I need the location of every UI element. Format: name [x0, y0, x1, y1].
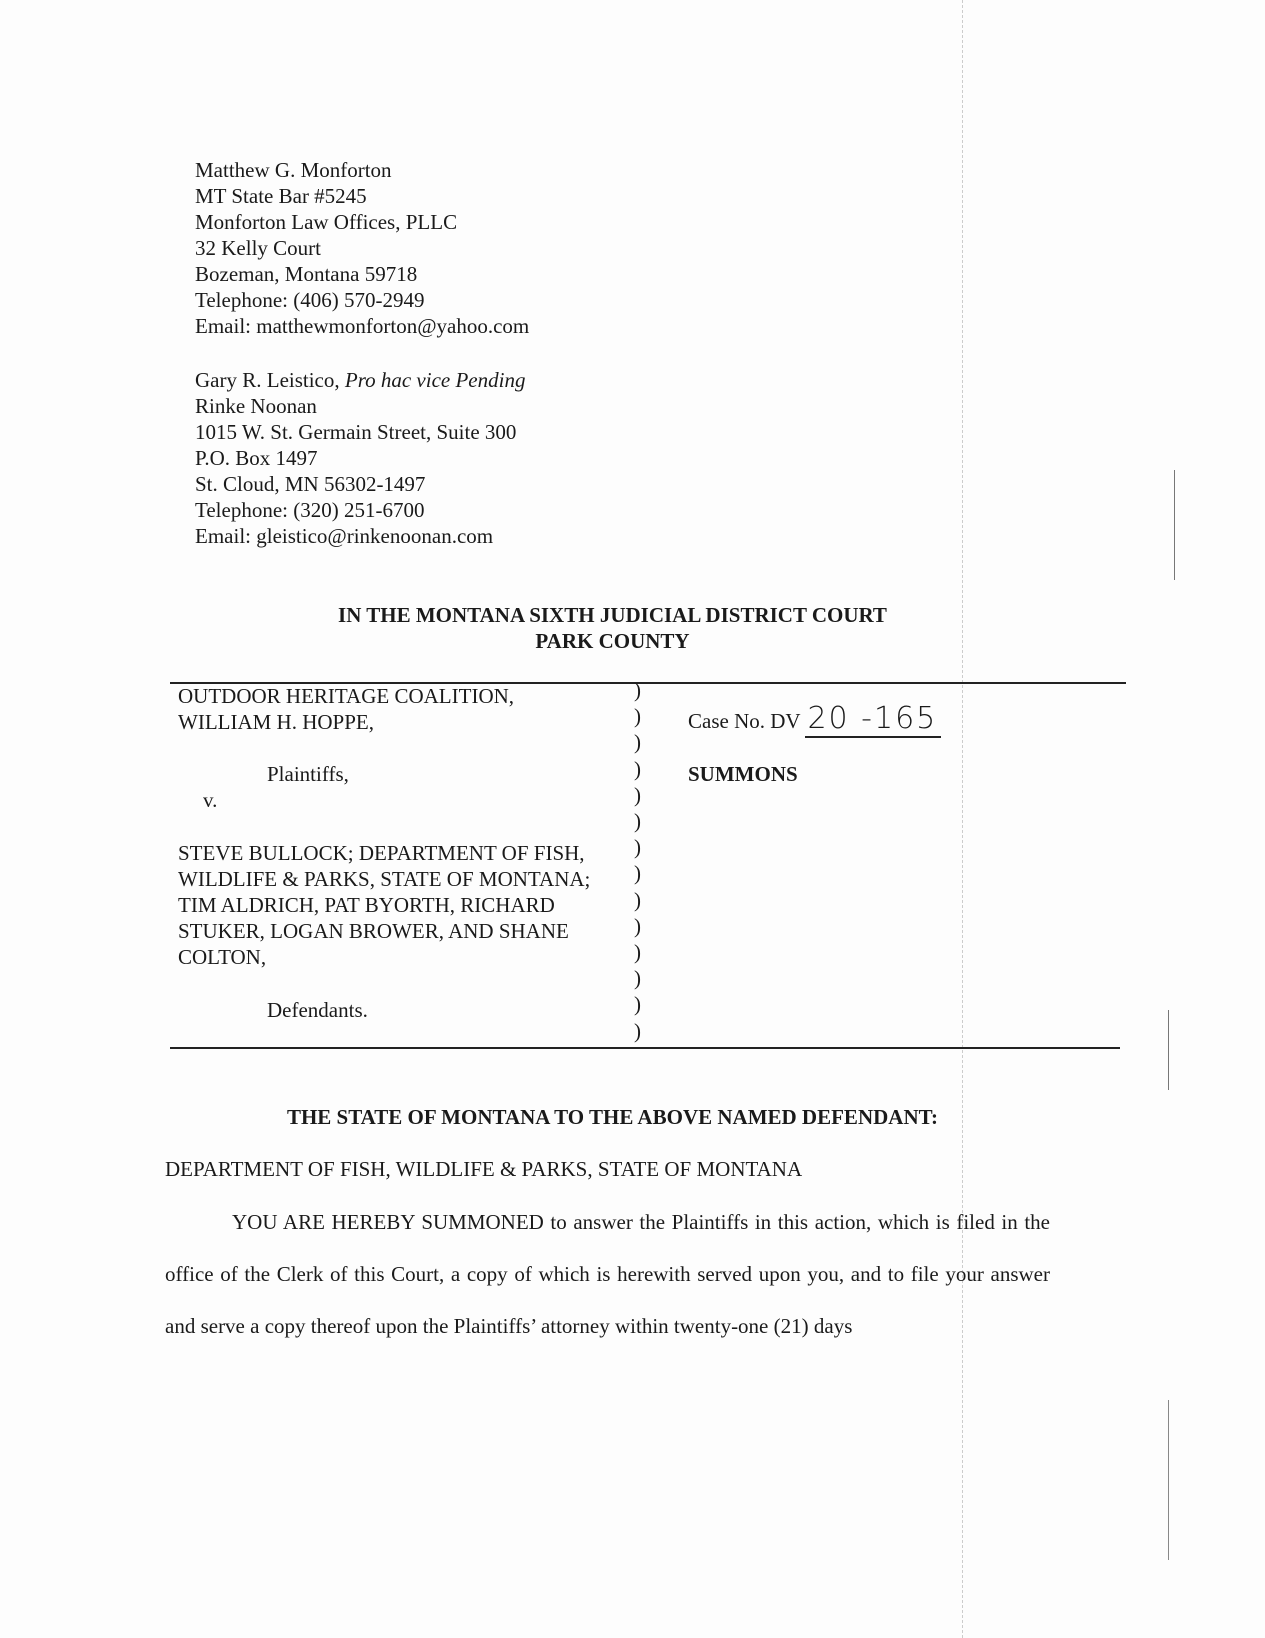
counsel-line: 1015 W. St. Germain Street, Suite 300: [195, 420, 517, 444]
counsel-line: 32 Kelly Court: [195, 236, 321, 260]
caption-paren: ): [634, 861, 641, 886]
counsel-line: Email: matthewmonforton@yahoo.com: [195, 314, 530, 338]
scan-artifact: [1168, 1400, 1169, 1560]
caption-paren: ): [634, 704, 641, 729]
caption-paren: ): [634, 913, 641, 938]
caption-paren: ): [634, 678, 641, 702]
defendant-line: COLTON,: [178, 945, 267, 969]
summons-heading: THE STATE OF MONTANA TO THE ABOVE NAMED DEFENDANT:: [286, 1105, 939, 1129]
caption-paren: ): [634, 1018, 641, 1043]
document-title: SUMMONS: [688, 762, 798, 786]
counsel-line: P.O. Box 1497: [195, 446, 318, 470]
counsel-line: Email: gleistico@rinkenoonan.com: [195, 524, 494, 548]
case-number-label: Case No. DV: [688, 709, 806, 733]
counsel-line: Telephone: (406) 570-2949: [195, 288, 425, 312]
court-name: IN THE MONTANA SIXTH JUDICIAL DISTRICT COURT: [338, 603, 887, 627]
counsel-line: MT State Bar #5245: [195, 184, 367, 208]
caption-paren: ): [634, 730, 641, 755]
defendant-line: STUKER, LOGAN BROWER, AND SHANE: [178, 919, 569, 943]
court-county: PARK COUNTY: [535, 629, 690, 653]
plaintiff-name: WILLIAM H. HOPPE,: [178, 710, 374, 734]
plaintiff-name: OUTDOOR HERITAGE COALITION,: [178, 684, 515, 708]
case-number-handwritten: 20 -165: [805, 701, 941, 738]
counsel-line: Bozeman, Montana 59718: [195, 262, 418, 286]
defendants-label: Defendants.: [267, 998, 368, 1022]
named-defendant: DEPARTMENT OF FISH, WILDLIFE & PARKS, STATE OF MONTANA: [165, 1157, 803, 1181]
counsel-line: Rinke Noonan: [195, 394, 317, 418]
defendant-line: WILDLIFE & PARKS, STATE OF MONTANA;: [178, 867, 591, 891]
plaintiffs-label: Plaintiffs,: [267, 762, 349, 786]
counsel-name: [195, 367, 525, 393]
counsel-name-text: Gary R. Leistico,: [195, 368, 345, 392]
caption-paren: ): [634, 966, 641, 991]
case-number: [688, 701, 941, 736]
caption-paren: ): [634, 992, 641, 1017]
caption-paren: ): [634, 782, 641, 807]
defendant-line: STEVE BULLOCK; DEPARTMENT OF FISH,: [178, 841, 585, 865]
caption-paren: ): [634, 756, 641, 781]
summons-body: YOU ARE HEREBY SUMMONED to answer the Plaintiffs in this action, which is filed in the office of the Clerk of this Court, a copy of which is herewith served upon you, and to file your answer and serve a copy thereof upon the Plaintiffs’ attorney within twenty-one (21) days: [165, 1210, 1050, 1338]
scan-artifact: [1174, 470, 1175, 580]
versus: v.: [203, 788, 218, 812]
caption-bottom-rule: [170, 1047, 1120, 1049]
counsel-line: Telephone: (320) 251-6700: [195, 498, 425, 522]
caption-paren: ): [634, 835, 641, 860]
scan-artifact: [1168, 1010, 1169, 1090]
caption-paren: ): [634, 809, 641, 833]
counsel-status: Pro hac vice Pending: [344, 368, 526, 392]
caption-paren: ): [634, 940, 641, 964]
counsel-name: Matthew G. Monforton: [195, 158, 392, 182]
defendant-line: TIM ALDRICH, PAT BYORTH, RICHARD: [178, 893, 555, 917]
scan-artifact: [962, 0, 963, 1638]
counsel-line: St. Cloud, MN 56302-1497: [195, 472, 426, 496]
counsel-line: Monforton Law Offices, PLLC: [195, 210, 458, 234]
caption-paren: ): [634, 887, 641, 912]
